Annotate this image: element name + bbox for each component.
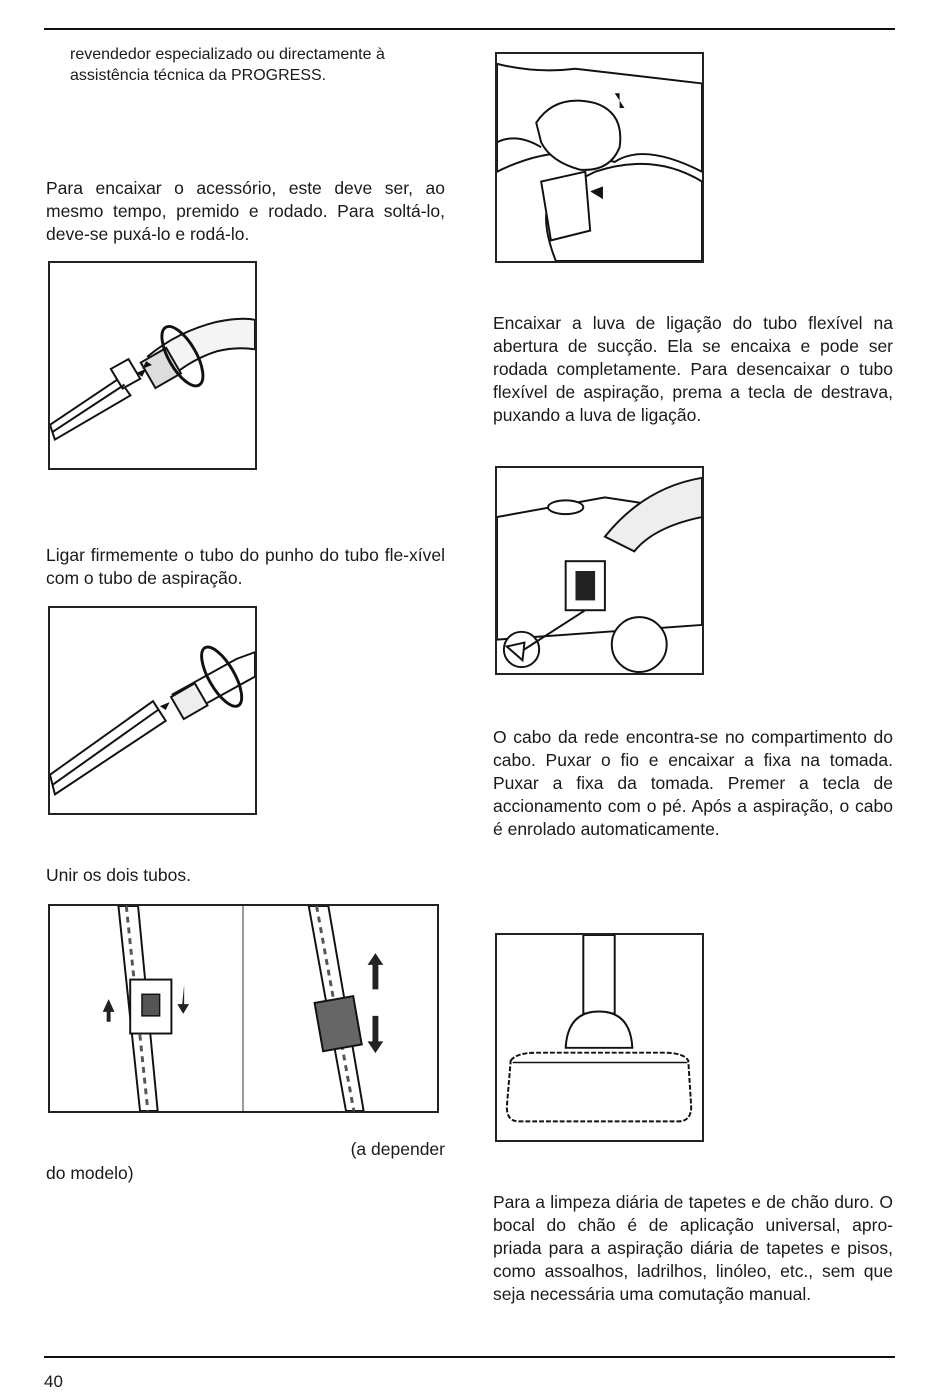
top-rule	[44, 28, 895, 30]
join-tubes-instruction: Unir os dois tubos.	[46, 865, 191, 885]
handle-tube-instruction: Ligar firmemente o tubo do punho do tubo fle-xível com o tubo de aspiração.	[46, 545, 445, 588]
figure-join-tubes	[48, 904, 439, 1113]
cable-instruction: O cabo da rede encontra-se no compartimento do cabo. Puxar o fio e encaixar a fixa na tomada. Puxar a fixa da tomada. Premer a tecla de accionamento com o pé. Após a aspiração, o cabo é enrolado automaticamente.	[493, 727, 893, 839]
bottom-rule	[44, 1356, 895, 1358]
hose-sleeve-instruction: Encaixar a luva de ligação do tubo flexível na abertura de sucção. Ela se encaixa e pode ser rodada completamente. Para desencaixar o tubo flexível de aspiração, prema a tecla de destrava, puxando a luva de ligação.	[493, 313, 893, 425]
figure-floor-nozzle	[495, 933, 704, 1142]
figure-accessory-attach	[48, 261, 257, 470]
floor-nozzle-instruction: Para a limpeza diária de tapetes e de chão duro. O bocal do chão é de aplicação universal, apro-priada para a aspiração diária de tapetes e pisos, como assoalhos, ladrilhos, linóleo, etc., sem que seja necessária uma comutação manual.	[493, 1192, 893, 1304]
figure-cable-compartment	[495, 466, 704, 675]
model-note-line1: (a depender	[350, 1139, 445, 1159]
page-number: 40	[44, 1372, 63, 1391]
accessory-instruction: Para encaixar o acessório, este deve ser, ao mesmo tempo, premido e rodado. Para soltá-lo, deve-se puxá-lo e rodá-lo.	[46, 178, 445, 244]
model-note-line2: do modelo)	[46, 1163, 134, 1183]
figure-hand-sleeve	[495, 52, 704, 263]
figure-handle-tube	[48, 606, 257, 815]
intro-note: revendedor especializado ou directamente à assistência técnica da PROGRESS.	[70, 46, 385, 84]
